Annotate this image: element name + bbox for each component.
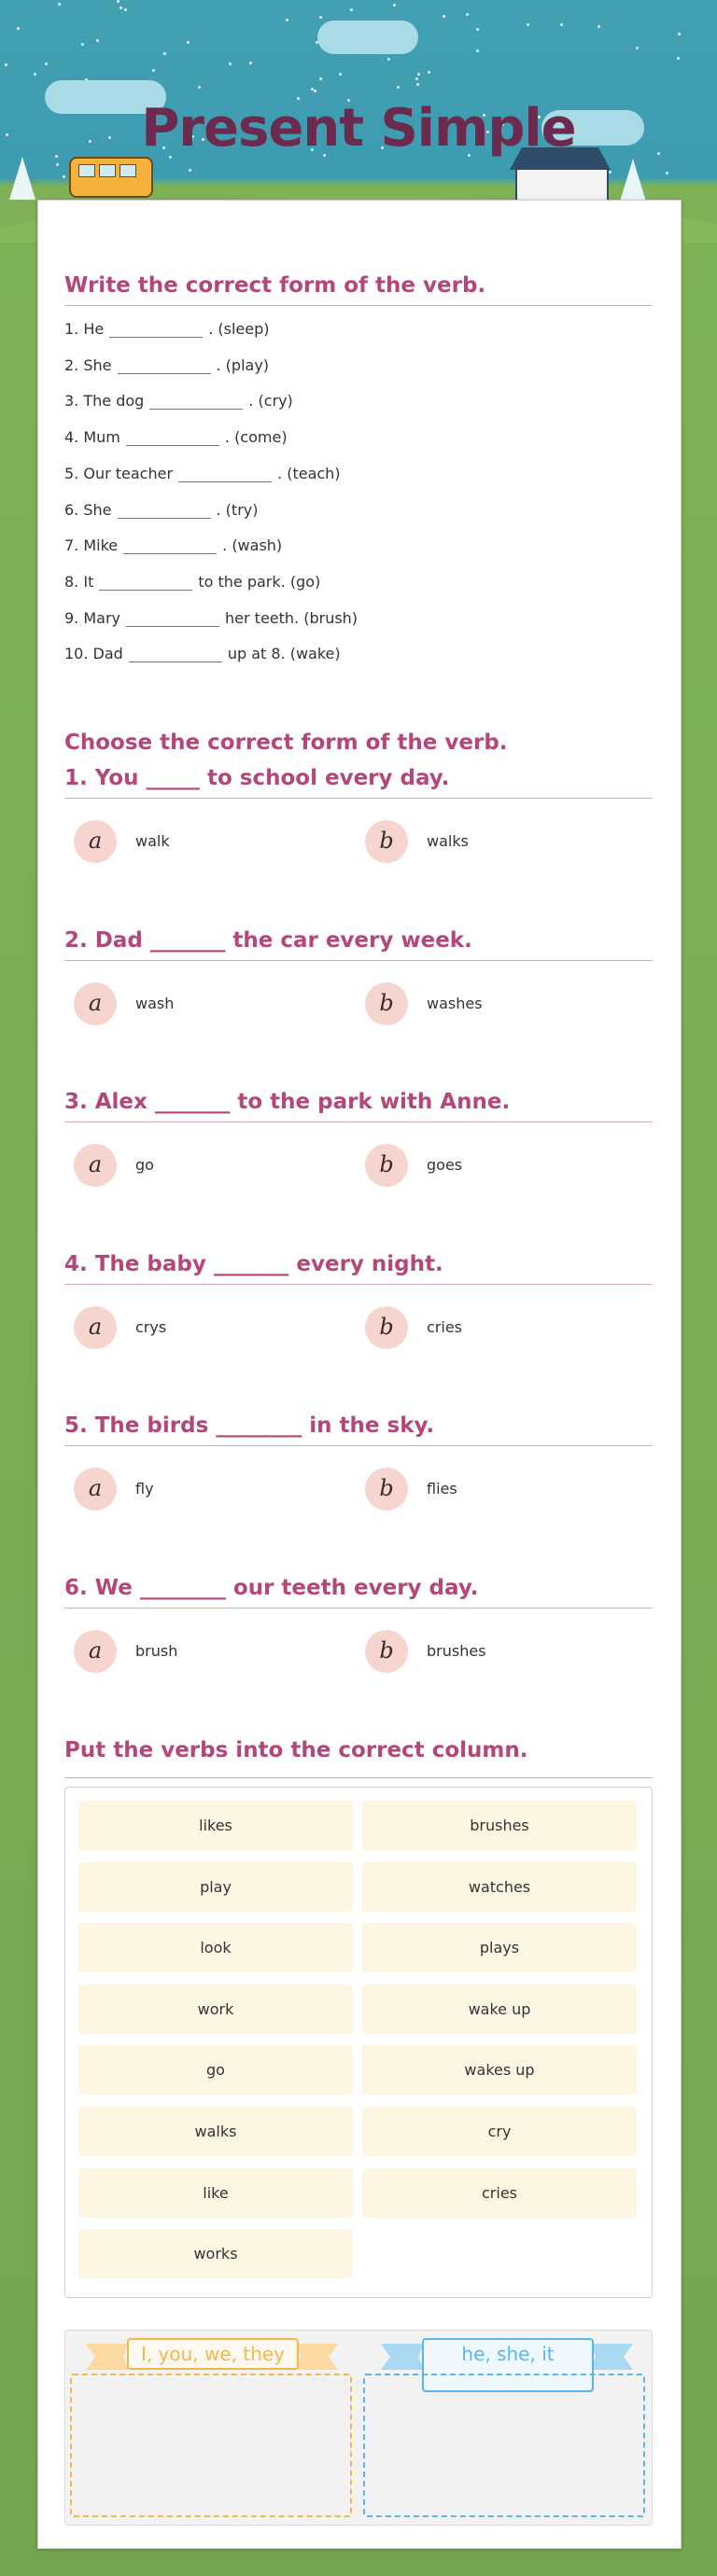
star-icon bbox=[56, 163, 59, 166]
option-letter-badge: a bbox=[74, 1630, 117, 1673]
item-prompt: 8. It bbox=[64, 572, 94, 591]
option-label: brush bbox=[135, 1642, 178, 1660]
star-icon bbox=[163, 52, 166, 55]
star-icon bbox=[609, 171, 612, 174]
star-icon bbox=[229, 63, 232, 65]
verb-chip[interactable]: plays bbox=[362, 1923, 637, 1972]
answer-blank[interactable] bbox=[129, 645, 222, 662]
option-letter-badge: a bbox=[74, 982, 117, 1025]
verb-sort-bank bbox=[64, 1787, 653, 2298]
item-hint: . (cry) bbox=[248, 392, 293, 411]
star-icon bbox=[428, 71, 430, 74]
column-right-label: he, she, it bbox=[422, 2338, 594, 2392]
section-2-heading: Choose the correct form of the verb. bbox=[64, 731, 508, 755]
worksheet-card bbox=[37, 200, 682, 2549]
option-label: walks bbox=[427, 832, 469, 850]
tree-icon bbox=[9, 157, 35, 200]
star-icon bbox=[678, 33, 681, 35]
item-hint: . (come) bbox=[224, 428, 288, 447]
option-b[interactable] bbox=[365, 982, 598, 1025]
star-icon bbox=[666, 172, 668, 174]
star-icon bbox=[387, 58, 390, 61]
question-text: 5. The birds ________ in the sky. bbox=[64, 1413, 653, 1446]
star-icon bbox=[5, 63, 7, 66]
item-prompt: 4. Mum bbox=[64, 428, 120, 447]
column-left-label: I, you, we, they bbox=[127, 2338, 299, 2370]
option-letter-badge: b bbox=[365, 820, 408, 863]
star-icon bbox=[17, 27, 20, 30]
fill-in-item bbox=[64, 573, 320, 591]
item-prompt: 2. She bbox=[64, 355, 112, 374]
answer-blank[interactable] bbox=[123, 536, 217, 554]
star-icon bbox=[560, 23, 563, 26]
fill-in-item bbox=[64, 609, 358, 627]
section-3-rule bbox=[64, 1777, 653, 1778]
option-b[interactable] bbox=[365, 1306, 598, 1349]
star-icon bbox=[350, 8, 353, 11]
star-icon bbox=[117, 0, 120, 3]
option-a[interactable] bbox=[74, 1630, 307, 1673]
verb-chip[interactable]: wakes up bbox=[362, 2045, 637, 2095]
star-icon bbox=[677, 57, 680, 60]
verb-chip[interactable]: works bbox=[78, 2229, 353, 2278]
star-icon bbox=[45, 63, 48, 65]
tree-icon bbox=[620, 159, 646, 202]
verb-chip[interactable]: wake up bbox=[362, 1984, 637, 2034]
column-left-dropzone[interactable] bbox=[70, 2374, 352, 2517]
verb-chip[interactable]: like bbox=[78, 2168, 353, 2218]
page-title: Present Simple bbox=[141, 98, 576, 159]
option-letter-badge: b bbox=[365, 1468, 408, 1511]
item-hint: . (teach) bbox=[277, 464, 341, 482]
star-icon bbox=[417, 73, 420, 76]
answer-blank[interactable] bbox=[109, 320, 203, 338]
star-icon bbox=[636, 47, 639, 49]
option-b[interactable] bbox=[365, 820, 598, 863]
star-icon bbox=[81, 43, 84, 46]
item-prompt: 3. The dog bbox=[64, 392, 145, 411]
option-letter-badge: b bbox=[365, 1306, 408, 1349]
verb-chip[interactable]: brushes bbox=[362, 1801, 637, 1850]
verb-chip[interactable]: go bbox=[78, 2045, 353, 2095]
item-prompt: 6. She bbox=[64, 500, 112, 519]
option-letter-badge: a bbox=[74, 1144, 117, 1187]
item-prompt: 9. Mary bbox=[64, 608, 121, 627]
question-text: 1. You _____ to school every day. bbox=[64, 766, 653, 799]
option-b[interactable] bbox=[365, 1144, 598, 1187]
verb-chip[interactable]: look bbox=[78, 1923, 353, 1972]
star-icon bbox=[124, 8, 127, 11]
cloud bbox=[317, 21, 418, 54]
star-icon bbox=[476, 28, 479, 31]
fill-in-item bbox=[64, 501, 258, 519]
question-text: 3. Alex _______ to the park with Anne. bbox=[64, 1090, 653, 1122]
item-hint: . (sleep) bbox=[208, 320, 270, 338]
section-1-heading: Write the correct form of the verb. bbox=[64, 273, 653, 306]
star-icon bbox=[416, 83, 419, 86]
option-letter-badge: b bbox=[365, 982, 408, 1025]
option-label: goes bbox=[427, 1156, 463, 1175]
star-icon bbox=[598, 25, 600, 28]
bus-icon bbox=[69, 157, 153, 198]
star-icon bbox=[189, 169, 191, 172]
answer-blank[interactable] bbox=[99, 573, 192, 591]
option-b[interactable] bbox=[365, 1468, 598, 1511]
star-icon bbox=[527, 23, 529, 26]
item-hint: . (play) bbox=[216, 355, 270, 374]
option-a[interactable] bbox=[74, 1306, 307, 1349]
question-text: 2. Dad _______ the car every week. bbox=[64, 928, 653, 961]
star-icon bbox=[314, 90, 316, 92]
star-icon bbox=[415, 77, 418, 80]
section-3-heading: Put the verbs into the correct column. bbox=[64, 1738, 528, 1762]
answer-blank[interactable] bbox=[118, 501, 211, 519]
verb-chip[interactable]: cries bbox=[362, 2168, 637, 2218]
sort-columns bbox=[64, 2330, 653, 2526]
star-icon bbox=[339, 73, 342, 76]
option-label: crys bbox=[135, 1317, 167, 1336]
fill-in-item bbox=[64, 392, 293, 410]
star-icon bbox=[96, 39, 99, 42]
item-hint: . (try) bbox=[216, 500, 259, 519]
verb-chip[interactable]: likes bbox=[78, 1801, 353, 1850]
question-text: 4. The baby _______ every night. bbox=[64, 1252, 653, 1285]
option-letter-badge: b bbox=[365, 1144, 408, 1187]
option-a[interactable] bbox=[74, 1468, 307, 1511]
fill-in-item bbox=[64, 320, 270, 338]
option-a[interactable] bbox=[74, 1144, 307, 1187]
item-prompt: 7. Mike bbox=[64, 536, 119, 555]
option-label: brushes bbox=[427, 1642, 486, 1660]
option-letter-badge: a bbox=[74, 1468, 117, 1511]
option-label: cries bbox=[427, 1317, 462, 1336]
fill-in-item bbox=[64, 465, 341, 482]
option-label: go bbox=[135, 1156, 154, 1175]
question-text: 6. We ________ our teeth every day. bbox=[64, 1576, 653, 1608]
star-icon bbox=[397, 86, 400, 89]
verb-chip[interactable]: work bbox=[78, 1984, 353, 2034]
answer-blank[interactable] bbox=[126, 609, 219, 627]
verb-chip[interactable]: walks bbox=[78, 2107, 353, 2156]
star-icon bbox=[249, 62, 252, 64]
option-label: washes bbox=[427, 994, 483, 1012]
option-a[interactable] bbox=[74, 982, 307, 1025]
star-icon bbox=[34, 73, 36, 76]
star-icon bbox=[393, 4, 396, 7]
item-hint: up at 8. (wake) bbox=[227, 645, 341, 663]
answer-blank[interactable] bbox=[118, 356, 211, 374]
option-label: fly bbox=[135, 1480, 154, 1498]
option-letter-badge: a bbox=[74, 820, 117, 863]
verb-chip[interactable]: cry bbox=[362, 2107, 637, 2156]
star-icon bbox=[152, 69, 155, 72]
answer-blank[interactable] bbox=[178, 465, 272, 482]
star-icon bbox=[319, 77, 322, 80]
item-hint: her teeth. (brush) bbox=[225, 608, 358, 627]
option-letter-badge: b bbox=[365, 1630, 408, 1673]
item-prompt: 10. Dad bbox=[64, 645, 123, 663]
star-icon bbox=[443, 15, 445, 18]
fill-in-item bbox=[64, 428, 288, 446]
column-right-dropzone[interactable] bbox=[363, 2374, 645, 2517]
star-icon bbox=[286, 19, 288, 21]
answer-blank[interactable] bbox=[126, 428, 219, 446]
answer-blank[interactable] bbox=[149, 392, 243, 410]
star-icon bbox=[187, 41, 190, 44]
verb-chip[interactable]: watches bbox=[362, 1862, 637, 1912]
star-icon bbox=[58, 3, 61, 6]
star-icon bbox=[198, 86, 201, 89]
star-icon bbox=[476, 49, 479, 52]
option-label: wash bbox=[135, 994, 175, 1012]
fill-in-item bbox=[64, 536, 282, 554]
star-icon bbox=[120, 7, 122, 9]
fill-in-item bbox=[64, 645, 341, 662]
option-letter-badge: a bbox=[74, 1306, 117, 1349]
star-icon bbox=[319, 16, 322, 19]
option-label: walk bbox=[135, 832, 170, 850]
item-prompt: 5. Our teacher bbox=[64, 464, 174, 482]
item-hint: to the park. (go) bbox=[198, 572, 321, 591]
verb-chip[interactable]: play bbox=[78, 1862, 353, 1912]
option-a[interactable] bbox=[74, 820, 307, 863]
star-icon bbox=[466, 13, 469, 16]
option-b[interactable] bbox=[365, 1630, 598, 1673]
fill-in-item bbox=[64, 356, 269, 374]
item-hint: . (wash) bbox=[222, 536, 283, 555]
option-label: flies bbox=[427, 1480, 457, 1498]
item-prompt: 1. He bbox=[64, 320, 105, 338]
star-icon bbox=[63, 175, 65, 178]
